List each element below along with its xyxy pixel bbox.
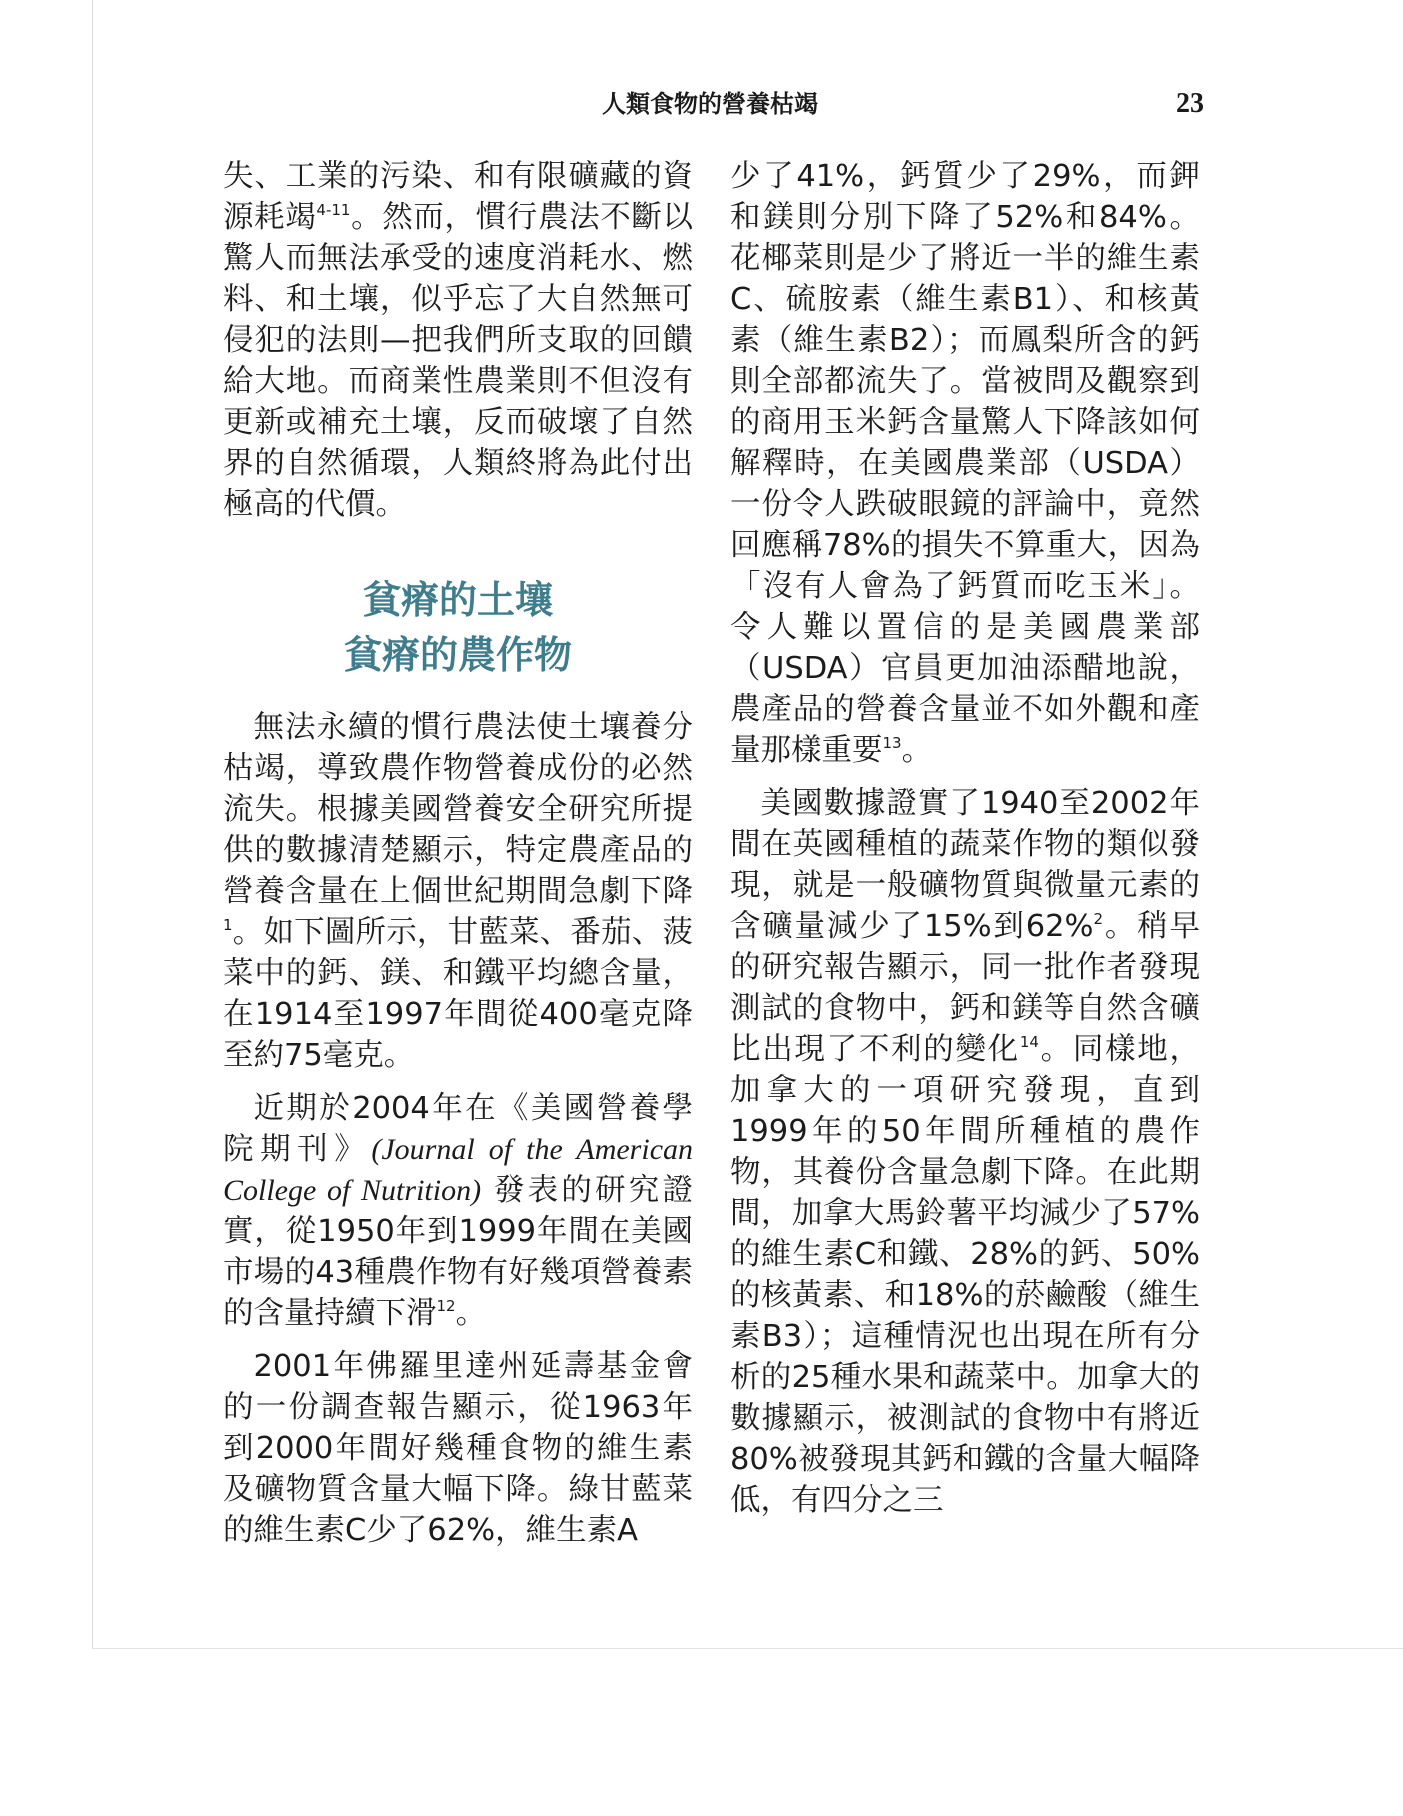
paragraph-text: 發表的研究證實，從1950年到1999年間在美國市場的43種農作物有好幾項營養素的含量持續下滑 bbox=[223, 1173, 693, 1331]
section-heading bbox=[223, 573, 693, 683]
paragraph-text: 。同樣地，加拿大的一項研究發現，直到1999年的50年間所種植的農作物，其養份含量急劇下降。在此期間，加拿大馬鈴薯平均減少了57%的維生素C和鐵、28%的鈣、50%的核黃素、和18%的菸鹼酸（維生素B3）；這種情況也出現在所有分析的25種水果和蔬菜中。加拿大的數據顯示，被測試的食物中有將近80%被發現其鈣和鐵的含量大幅降低，有四分之三 bbox=[730, 1032, 1201, 1518]
paragraph-text: 。如下圖所示，甘藍菜、番茄、菠菜中的鈣、鎂、和鐵平均總含量，在1914至1997年間從400毫克降至約75毫克。 bbox=[223, 915, 693, 1073]
left-column bbox=[223, 156, 693, 1551]
footnote-ref: 4-11 bbox=[316, 201, 351, 219]
section-heading-line-1: 貧瘠的土壤 bbox=[362, 578, 553, 622]
paragraph-text: 美國數據證實了1940至2002年間在英國種植的蔬菜作物的類似發現，就是一般礦物質與微量元素的含礦量減少了15%到62% bbox=[730, 786, 1200, 944]
page-number: 23 bbox=[1176, 88, 1204, 119]
paragraph-text: 。 bbox=[901, 733, 933, 768]
footnote-ref: 14 bbox=[1019, 1033, 1039, 1051]
body-paragraph-4 bbox=[730, 783, 1200, 1521]
paragraph-text: 。 bbox=[455, 1296, 487, 1331]
paragraph-text: 2001年佛羅里達州延壽基金會的一份調查報告顯示，從1963年到2000年間好幾種食物的維生素及礦物質含量大幅下降。綠甘藍菜的維生素C少了62%，維生素A bbox=[223, 1349, 693, 1548]
journal-title-english: (Journal of the American College of Nutrition) bbox=[223, 1133, 694, 1207]
running-title: 人類食物的營養枯竭 bbox=[602, 90, 818, 118]
footnote-ref: 12 bbox=[436, 1297, 456, 1315]
section-heading-line-2: 貧瘠的農作物 bbox=[343, 633, 572, 677]
paragraph-text: 少了41%，鈣質少了29%，而鉀和鎂則分別下降了52%和84%。花椰菜則是少了將近一半的維生素C、硫胺素（維生素B1）、和核黃素（維生素B2）；而鳳梨所含的鈣則全部都流失了。當被問及觀察到的商用玉米鈣含量驚人下降該如何解釋時，在美國農業部（USDA）一份令人跌破眼鏡的評論中，竟然回應稱78%的損失不算重大，因為「沒有人會為了鈣質而吃玉米」。令人難以置信的是美國農業部（USDA）官員更加油添醋地說，農產品的營養含量並不如外觀和產量那樣重要 bbox=[730, 159, 1200, 768]
body-paragraph-2 bbox=[223, 1088, 693, 1334]
intro-text-2: 。然而，慣行農法不斷以驚人而無法承受的速度消耗水、燃料、和土壤，似乎忘了大自然無可侵犯的法則—把我們所支取的回饋給大地。而商業性農業則不但沒有更新或補充土壤，反而破壞了自然界的自然循環，人類終將為此付出極高的代價。 bbox=[223, 200, 694, 522]
body-paragraph-3 bbox=[223, 1346, 693, 1551]
paragraph-text: 。稍早的研究報告顯示，同一批作者發現測試的食物中，鈣和鎂等自然含礦比出現了不利的變化 bbox=[730, 909, 1200, 1067]
continued-paragraph bbox=[730, 156, 1200, 771]
paragraph-text: 近期於2004年在《美國營養學院期刊》 bbox=[223, 1091, 693, 1167]
footnote-ref: 2 bbox=[1093, 910, 1104, 928]
footnote-ref: 13 bbox=[882, 734, 902, 752]
right-column bbox=[730, 156, 1200, 1521]
scan-edge-bottom bbox=[92, 1648, 1403, 1649]
scan-edge-left bbox=[92, 0, 93, 1648]
intro-paragraph bbox=[223, 156, 693, 525]
body-paragraph-1 bbox=[223, 707, 693, 1076]
intro-text-1: 失、工業的污染、和有限礦藏的資源耗竭 bbox=[223, 159, 693, 235]
paragraph-text: 無法永續的慣行農法使土壤養分枯竭，導致農作物營養成份的必然流失。根據美國營養安全研究所提供的數據清楚顯示，特定農產品的營養含量在上個世紀期間急劇下降 bbox=[223, 710, 693, 909]
footnote-ref: 1 bbox=[223, 916, 233, 934]
